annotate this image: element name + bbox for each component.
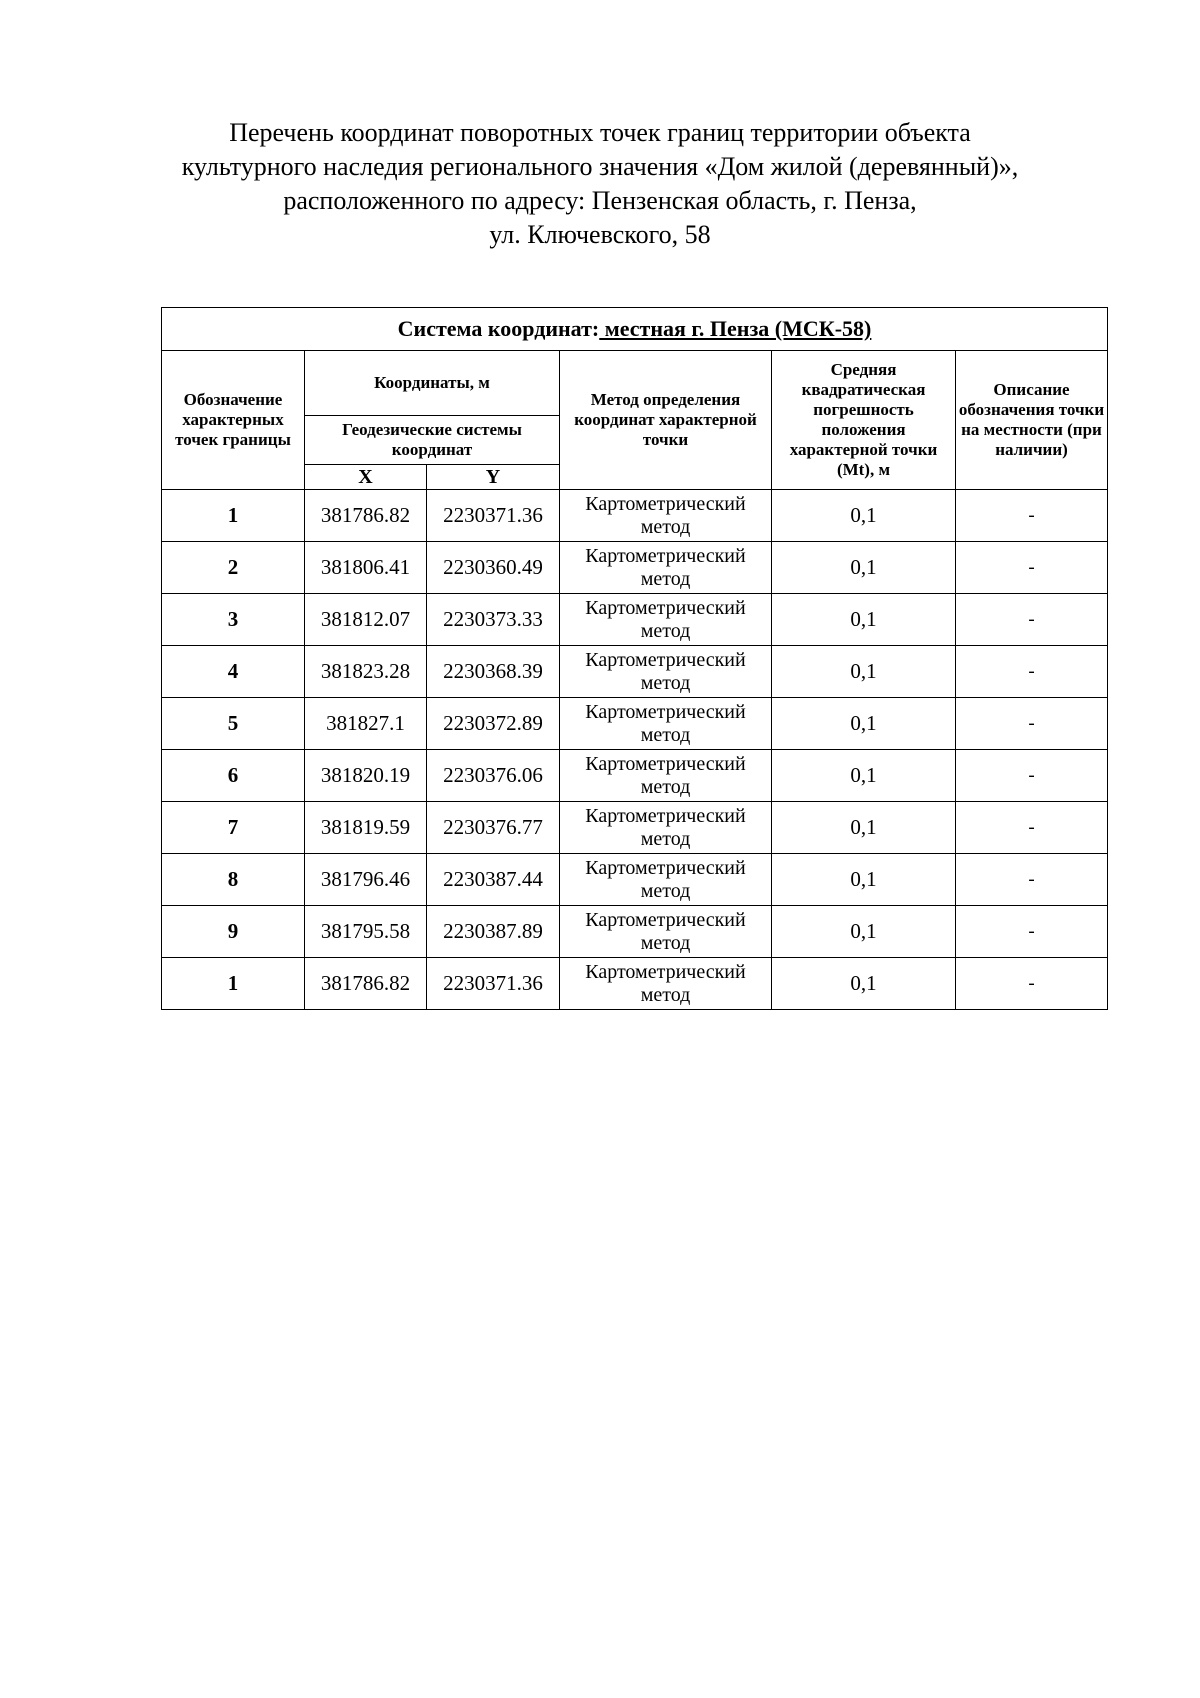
cell-point: 3 [162,594,305,646]
coordinate-system-label: Система координат: [397,316,600,341]
cell-point: 1 [162,490,305,542]
title-line-3: расположенного по адресу: Пензенская область, г. Пенза, [283,186,917,215]
cell-description: - [956,906,1108,958]
cell-description: - [956,698,1108,750]
table-row [162,906,1108,958]
cell-point: 2 [162,542,305,594]
cell-error: 0,1 [772,854,956,906]
cell-x: 381823.28 [305,646,427,698]
cell-method: Картометрический метод [560,802,772,854]
cell-y: 2230371.36 [427,490,560,542]
cell-x: 381786.82 [305,490,427,542]
cell-x: 381812.07 [305,594,427,646]
table-row [162,490,1108,542]
cell-error: 0,1 [772,698,956,750]
table-row [162,802,1108,854]
cell-method: Картометрический метод [560,490,772,542]
cell-method: Картометрический метод [560,854,772,906]
cell-description: - [956,750,1108,802]
cell-error: 0,1 [772,750,956,802]
cell-error: 0,1 [772,802,956,854]
cell-method: Картометрический метод [560,542,772,594]
header-description: Описание обозначения точки на местности (при наличии) [956,351,1108,490]
document-title [150,116,1050,252]
cell-method: Картометрический метод [560,906,772,958]
cell-point: 1 [162,958,305,1010]
header-y: Y [427,465,560,490]
cell-y: 2230360.49 [427,542,560,594]
cell-point: 7 [162,802,305,854]
cell-description: - [956,958,1108,1010]
title-line-4: ул. Ключевского, 58 [489,220,711,249]
header-point: Обозначение характерных точек границы [162,351,305,490]
cell-error: 0,1 [772,906,956,958]
cell-description: - [956,594,1108,646]
cell-x: 381819.59 [305,802,427,854]
cell-description: - [956,646,1108,698]
cell-method: Картометрический метод [560,646,772,698]
cell-point: 9 [162,906,305,958]
cell-y: 2230387.44 [427,854,560,906]
cell-x: 381786.82 [305,958,427,1010]
cell-point: 5 [162,698,305,750]
cell-method: Картометрический метод [560,750,772,802]
cell-y: 2230371.36 [427,958,560,1010]
cell-error: 0,1 [772,594,956,646]
cell-description: - [956,854,1108,906]
table-row [162,958,1108,1010]
cell-y: 2230376.06 [427,750,560,802]
cell-y: 2230372.89 [427,698,560,750]
cell-description: - [956,490,1108,542]
header-x: X [305,465,427,490]
table-row [162,594,1108,646]
cell-point: 6 [162,750,305,802]
table-row [162,698,1108,750]
table-row [162,854,1108,906]
coordinate-system-header [162,308,1108,351]
cell-y: 2230376.77 [427,802,560,854]
table-row [162,542,1108,594]
cell-error: 0,1 [772,542,956,594]
header-error: Средняя квадратическая погрешность положения характерной точки (Mt), м [772,351,956,490]
coordinates-table [161,307,1108,1010]
header-geodetic: Геодезические системы координат [305,416,560,465]
cell-x: 381806.41 [305,542,427,594]
cell-x: 381827.1 [305,698,427,750]
table-row [162,646,1108,698]
cell-y: 2230368.39 [427,646,560,698]
cell-x: 381796.46 [305,854,427,906]
cell-description: - [956,802,1108,854]
cell-y: 2230387.89 [427,906,560,958]
cell-x: 381820.19 [305,750,427,802]
cell-description: - [956,542,1108,594]
cell-method: Картометрический метод [560,958,772,1010]
header-method: Метод определения координат характерной точки [560,351,772,490]
cell-point: 8 [162,854,305,906]
cell-method: Картометрический метод [560,594,772,646]
cell-method: Картометрический метод [560,698,772,750]
coordinate-system-value: местная г. Пенза (МСК-58) [599,316,872,341]
title-line-1: Перечень координат поворотных точек границ территории объекта [229,118,971,147]
title-line-2: культурного наследия регионального значения «Дом жилой (деревянный)», [181,152,1019,181]
header-coords: Координаты, м [305,351,560,416]
cell-error: 0,1 [772,958,956,1010]
cell-y: 2230373.33 [427,594,560,646]
cell-point: 4 [162,646,305,698]
cell-error: 0,1 [772,646,956,698]
cell-error: 0,1 [772,490,956,542]
cell-x: 381795.58 [305,906,427,958]
table-row [162,750,1108,802]
